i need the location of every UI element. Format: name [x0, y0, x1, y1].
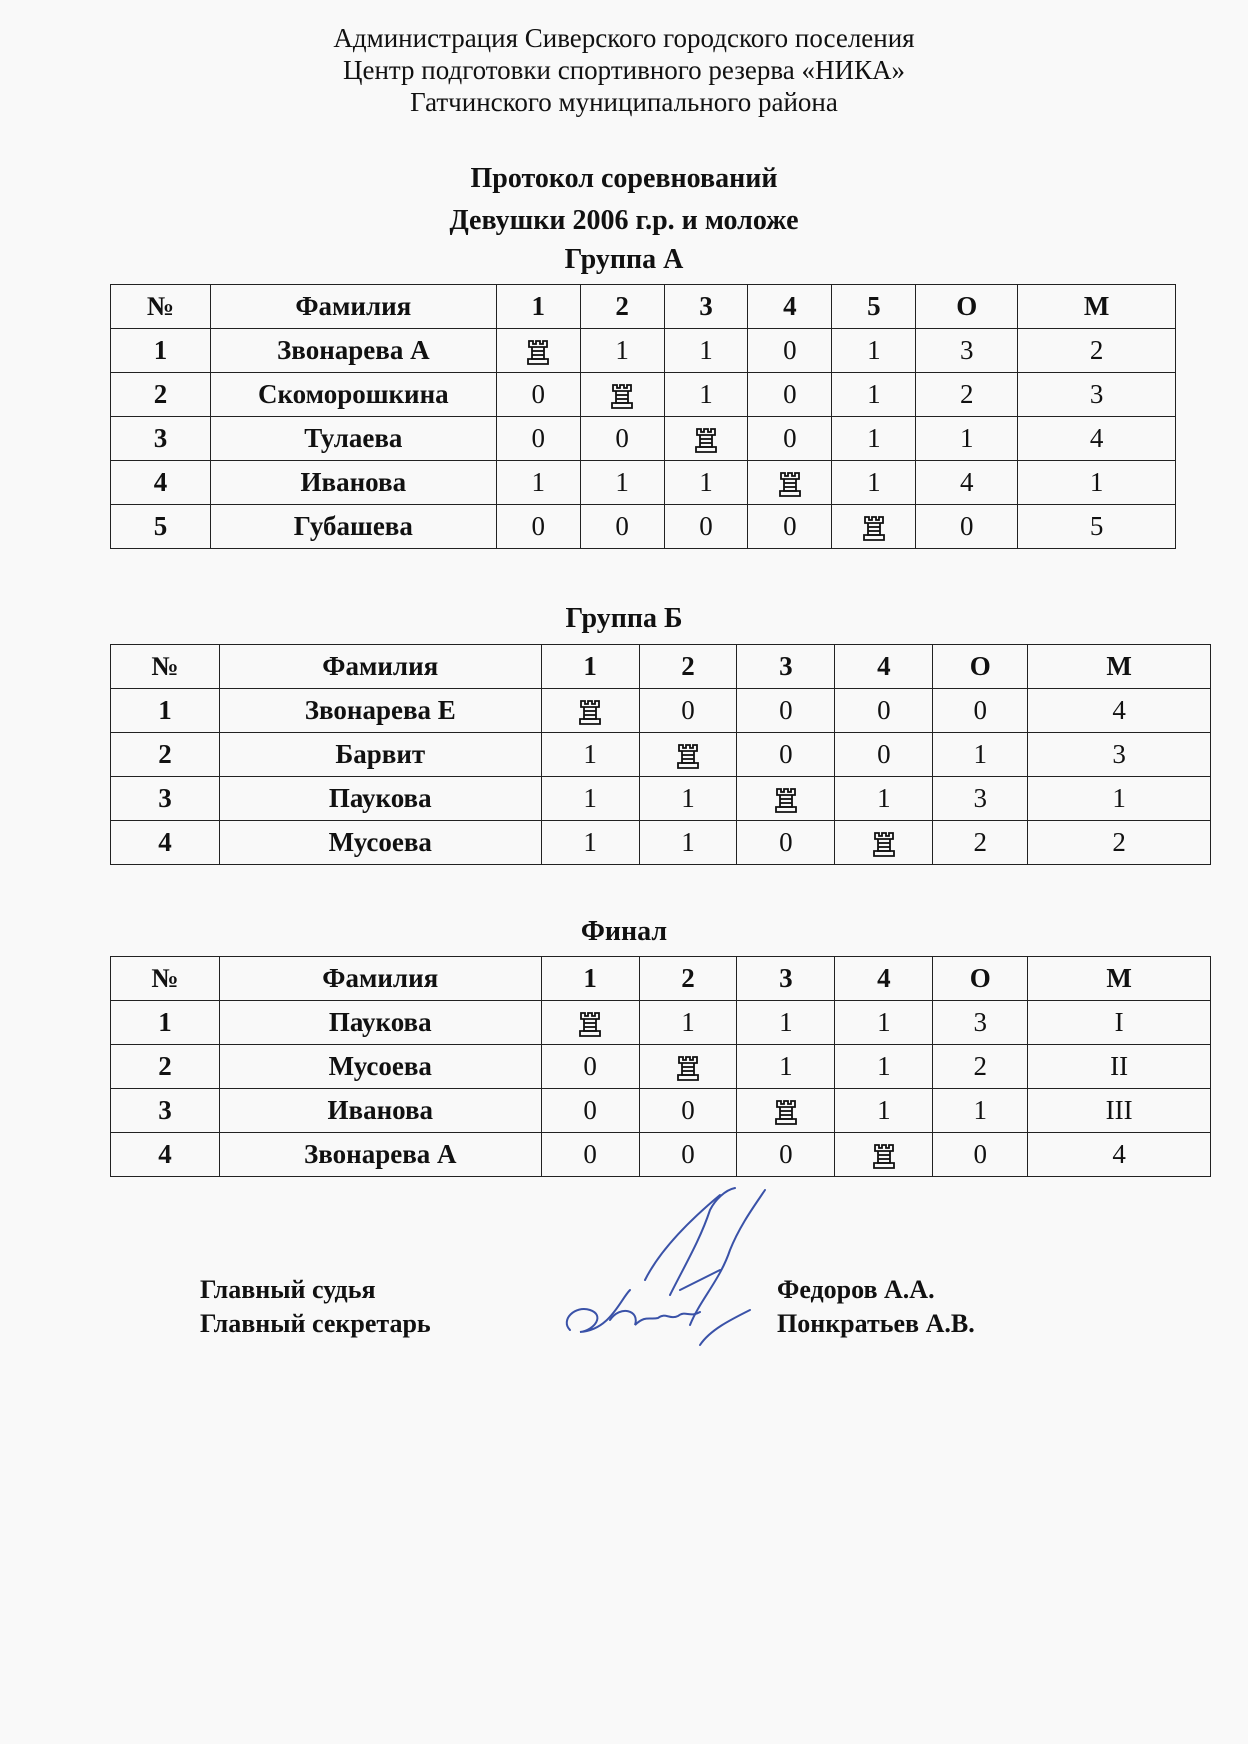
player-name: Скоморошкина: [210, 373, 496, 417]
row-number: 1: [111, 689, 220, 733]
row-number: 4: [111, 821, 220, 865]
score-cell: 0: [639, 689, 737, 733]
score-cell: 2: [933, 1045, 1028, 1089]
column-header: 3: [737, 957, 835, 1001]
chess-rook-icon: [676, 1054, 700, 1082]
score-cell: [664, 417, 748, 461]
player-name: Иванова: [219, 1089, 541, 1133]
table-row: [111, 1001, 1211, 1045]
player-name: Звонарева А: [219, 1133, 541, 1177]
chess-rook-icon: [862, 514, 886, 542]
score-cell: 0: [933, 1133, 1028, 1177]
score-cell: [835, 1133, 933, 1177]
chess-rook-icon: [578, 1010, 602, 1038]
score-cell: 1: [832, 461, 916, 505]
column-header: О: [933, 957, 1028, 1001]
title-line-2: Девушки 2006 г.р. и моложе: [449, 205, 799, 236]
final-caption: Финал: [580, 916, 668, 947]
header-line-2: Центр подготовки спортивного резерва «НИКА»: [342, 55, 906, 85]
table-row: [111, 777, 1211, 821]
chess-rook-icon: [578, 698, 602, 726]
row-number: 2: [111, 1045, 220, 1089]
score-cell: 1: [933, 733, 1028, 777]
score-cell: 0: [541, 1089, 639, 1133]
score-cell: 1: [664, 373, 748, 417]
signature-image: [550, 1180, 780, 1360]
score-cell: 1: [580, 329, 664, 373]
score-cell: 1: [664, 461, 748, 505]
score-cell: 1: [664, 329, 748, 373]
group-a-table: [110, 284, 1176, 549]
row-number: 1: [111, 1001, 220, 1045]
score-cell: 0: [933, 689, 1028, 733]
score-cell: 0: [748, 505, 832, 549]
score-cell: [580, 373, 664, 417]
score-cell: 1: [541, 733, 639, 777]
score-cell: 1: [832, 329, 916, 373]
column-header: М: [1028, 645, 1211, 689]
score-cell: 1: [835, 1045, 933, 1089]
table-row: [111, 733, 1211, 777]
score-cell: 0: [639, 1133, 737, 1177]
score-cell: 2: [933, 821, 1028, 865]
score-cell: 1: [496, 461, 580, 505]
table-row: [111, 689, 1211, 733]
player-name: Паукова: [219, 1001, 541, 1045]
score-cell: [737, 1089, 835, 1133]
score-cell: [737, 777, 835, 821]
score-cell: 1: [1028, 777, 1211, 821]
chess-rook-icon: [676, 742, 700, 770]
chess-rook-icon: [610, 382, 634, 410]
header-row: [111, 645, 1211, 689]
column-header: №: [111, 285, 211, 329]
group-b-table: [110, 644, 1211, 865]
score-cell: 1: [835, 1001, 933, 1045]
column-header: 4: [748, 285, 832, 329]
score-cell: 0: [748, 329, 832, 373]
score-cell: 0: [580, 505, 664, 549]
player-name: Губашева: [210, 505, 496, 549]
score-cell: 1: [639, 821, 737, 865]
row-number: 3: [111, 777, 220, 821]
score-cell: I: [1028, 1001, 1211, 1045]
chess-rook-icon: [872, 1142, 896, 1170]
final-table: [110, 956, 1211, 1177]
column-header: Фамилия: [219, 645, 541, 689]
score-cell: 4: [916, 461, 1018, 505]
table-row: [111, 821, 1211, 865]
title-line-1: Протокол соревнований: [470, 163, 778, 194]
header-row: [111, 957, 1211, 1001]
chess-rook-icon: [774, 786, 798, 814]
table-row: [111, 329, 1176, 373]
score-cell: 1: [639, 1001, 737, 1045]
score-cell: 0: [737, 821, 835, 865]
row-number: 3: [111, 1089, 220, 1133]
chess-rook-icon: [774, 1098, 798, 1126]
column-header: 1: [541, 957, 639, 1001]
score-cell: 0: [580, 417, 664, 461]
column-header: 3: [664, 285, 748, 329]
row-number: 4: [111, 1133, 220, 1177]
score-cell: II: [1028, 1045, 1211, 1089]
score-cell: 1: [1018, 461, 1176, 505]
score-cell: [835, 821, 933, 865]
score-cell: 0: [639, 1089, 737, 1133]
officials-names: [777, 1273, 975, 1341]
score-cell: 2: [1018, 329, 1176, 373]
score-cell: 1: [541, 777, 639, 821]
column-header: 2: [639, 645, 737, 689]
chief-judge-title: Главный судья: [200, 1275, 376, 1304]
chess-rook-icon: [778, 470, 802, 498]
chief-judge-name: Федоров А.А.: [777, 1275, 935, 1304]
score-cell: 0: [496, 417, 580, 461]
score-cell: 3: [1018, 373, 1176, 417]
group-b-caption: Группа Б: [565, 603, 683, 634]
column-header: 2: [580, 285, 664, 329]
score-cell: 2: [916, 373, 1018, 417]
score-cell: 3: [1028, 733, 1211, 777]
score-cell: 0: [748, 417, 832, 461]
group-a-caption: Группа А: [564, 244, 684, 275]
player-name: Барвит: [219, 733, 541, 777]
player-name: Звонарева А: [210, 329, 496, 373]
score-cell: 1: [835, 777, 933, 821]
score-cell: [541, 689, 639, 733]
score-cell: 4: [1028, 689, 1211, 733]
score-cell: 0: [835, 689, 933, 733]
score-cell: 0: [737, 1133, 835, 1177]
column-header: 1: [496, 285, 580, 329]
column-header: Фамилия: [210, 285, 496, 329]
score-cell: 0: [664, 505, 748, 549]
chief-secretary-name: Понкратьев А.В.: [777, 1309, 975, 1338]
score-cell: 5: [1018, 505, 1176, 549]
score-cell: 0: [541, 1045, 639, 1089]
score-cell: [496, 329, 580, 373]
row-number: 3: [111, 417, 211, 461]
column-header: №: [111, 957, 220, 1001]
player-name: Мусоева: [219, 1045, 541, 1089]
table-row: [111, 505, 1176, 549]
score-cell: 3: [933, 777, 1028, 821]
column-header: 4: [835, 957, 933, 1001]
player-name: Мусоева: [219, 821, 541, 865]
score-cell: 1: [737, 1001, 835, 1045]
table-row: [111, 1089, 1211, 1133]
score-cell: III: [1028, 1089, 1211, 1133]
row-number: 2: [111, 373, 211, 417]
chess-rook-icon: [872, 830, 896, 858]
header-line-1: Администрация Сиверского городского поселения: [333, 23, 915, 53]
score-cell: 0: [737, 689, 835, 733]
row-number: 2: [111, 733, 220, 777]
score-cell: 4: [1018, 417, 1176, 461]
player-name: Тулаева: [210, 417, 496, 461]
score-cell: [832, 505, 916, 549]
column-header: 3: [737, 645, 835, 689]
score-cell: 1: [639, 777, 737, 821]
score-cell: 0: [916, 505, 1018, 549]
column-header: М: [1028, 957, 1211, 1001]
score-cell: 2: [1028, 821, 1211, 865]
row-number: 1: [111, 329, 211, 373]
score-cell: 1: [832, 417, 916, 461]
score-cell: 0: [748, 373, 832, 417]
column-header: 4: [835, 645, 933, 689]
score-cell: 1: [832, 373, 916, 417]
organization-header: [0, 22, 1248, 118]
header-row: [111, 285, 1176, 329]
column-header: №: [111, 645, 220, 689]
score-cell: 0: [496, 373, 580, 417]
score-cell: [541, 1001, 639, 1045]
table-row: [111, 417, 1176, 461]
table-row: [111, 1045, 1211, 1089]
column-header: О: [916, 285, 1018, 329]
score-cell: 1: [737, 1045, 835, 1089]
column-header: М: [1018, 285, 1176, 329]
player-name: Паукова: [219, 777, 541, 821]
score-cell: 3: [916, 329, 1018, 373]
score-cell: 4: [1028, 1133, 1211, 1177]
chief-secretary-title: Главный секретарь: [200, 1309, 431, 1338]
column-header: 1: [541, 645, 639, 689]
table-row: [111, 373, 1176, 417]
chess-rook-icon: [526, 338, 550, 366]
officials-titles: [200, 1273, 431, 1341]
score-cell: 0: [496, 505, 580, 549]
table-row: [111, 1133, 1211, 1177]
column-header: 5: [832, 285, 916, 329]
score-cell: 1: [580, 461, 664, 505]
header-line-3: Гатчинского муниципального района: [410, 87, 838, 117]
column-header: Фамилия: [219, 957, 541, 1001]
score-cell: 3: [933, 1001, 1028, 1045]
score-cell: 1: [835, 1089, 933, 1133]
score-cell: [748, 461, 832, 505]
player-name: Иванова: [210, 461, 496, 505]
row-number: 5: [111, 505, 211, 549]
score-cell: 0: [541, 1133, 639, 1177]
score-cell: [639, 733, 737, 777]
table-row: [111, 461, 1176, 505]
score-cell: 1: [916, 417, 1018, 461]
column-header: О: [933, 645, 1028, 689]
score-cell: 0: [737, 733, 835, 777]
score-cell: [639, 1045, 737, 1089]
score-cell: 1: [933, 1089, 1028, 1133]
score-cell: 0: [835, 733, 933, 777]
score-cell: 1: [541, 821, 639, 865]
chess-rook-icon: [694, 426, 718, 454]
column-header: 2: [639, 957, 737, 1001]
row-number: 4: [111, 461, 211, 505]
player-name: Звонарева Е: [219, 689, 541, 733]
document-title: [0, 158, 1248, 242]
